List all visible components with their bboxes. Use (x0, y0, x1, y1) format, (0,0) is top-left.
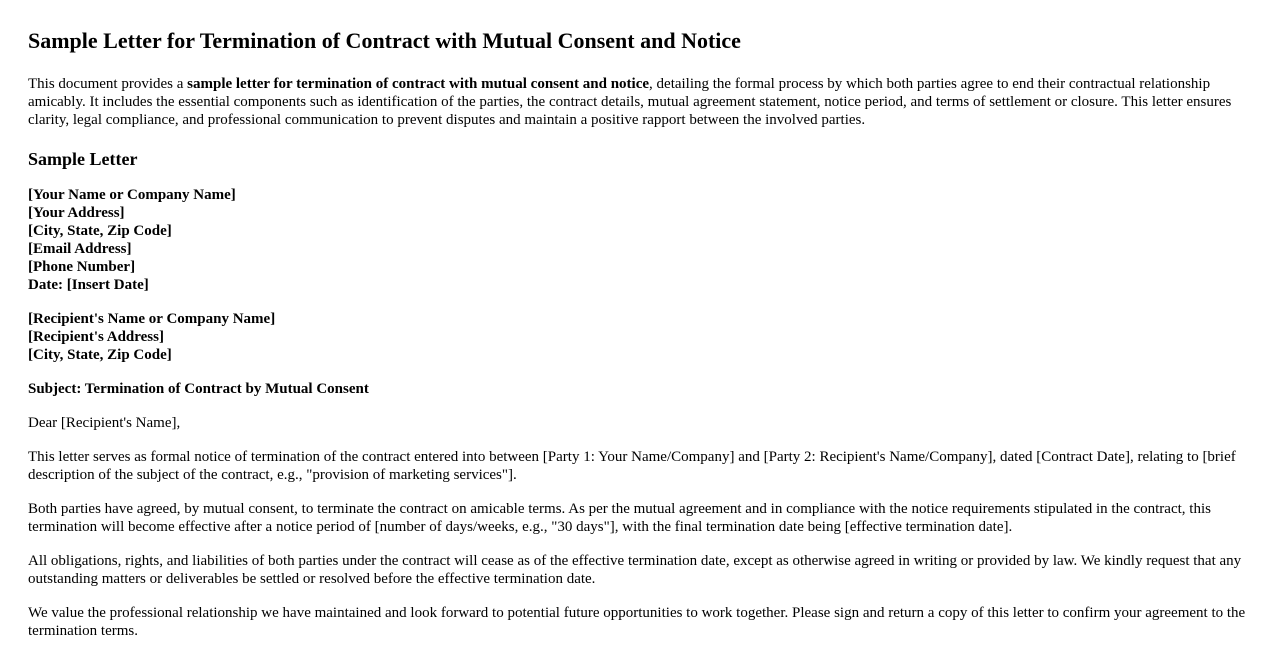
sender-email: [Email Address] (28, 241, 132, 257)
letter-subject: Subject: Termination of Contract by Mutual Consent (28, 381, 369, 397)
sender-address: [Your Address] (28, 205, 125, 221)
letter-paragraph-notice: This letter serves as formal notice of termination of the contract entered into between [Party 1: Your Name/Company] and [Party 2: Recipient's Name/Company], dated [Contract Date], relating to [brief description of the subject of the contract, e.g., "provision of marketing services"]. (28, 449, 1236, 483)
page-title: Sample Letter for Termination of Contract with Mutual Consent and Notice (28, 28, 741, 53)
intro-text-start: This document provides a (28, 76, 188, 92)
letter-date: Date: [Insert Date] (28, 277, 149, 293)
intro-text-end: , detailing the formal process by which both parties agree to end their contractual relationship amicably. It includes the essential components such as identification of the parties, the contract details, mutual agreement statement, notice period, and terms of settlement or closure. This letter ensures clarity, legal compliance, and professional communication to prevent disputes and maintain a positive rapport between the involved parties. (28, 76, 1232, 128)
intro-paragraph (28, 75, 1250, 129)
recipient-block (28, 310, 1250, 364)
recipient-city-state-zip: [City, State, Zip Code] (28, 347, 172, 363)
sender-name: [Your Name or Company Name] (28, 187, 236, 203)
sender-phone: [Phone Number] (28, 259, 136, 275)
letter-salutation: Dear [Recipient's Name], (28, 415, 181, 431)
intro-text-bold: sample letter for termination of contract with mutual consent and notice (187, 76, 650, 92)
letter-paragraph-closing: We value the professional relationship we have maintained and look forward to potential future opportunities to work together. Please sign and return a copy of this letter to confirm your agreement to the termination terms. (28, 605, 1246, 639)
letter-paragraph-obligations: All obligations, rights, and liabilities of both parties under the contract will cease as of the effective termination date, except as otherwise agreed in writing or provided by law. We kindly request that any outstanding matters or deliverables be settled or resolved before the effective termination date. (28, 553, 1242, 587)
letter-paragraph-mutual-consent: Both parties have agreed, by mutual consent, to terminate the contract on amicable terms. As per the mutual agreement and in compliance with the notice requirements stipulated in the contract, this termination will become effective after a notice period of [number of days/weeks, e.g., "30 days"], with the final termination date being [effective termination date]. (28, 501, 1211, 535)
section-heading: Sample Letter (28, 149, 138, 169)
sender-block (28, 186, 1250, 294)
sender-city-state-zip: [City, State, Zip Code] (28, 223, 172, 239)
recipient-name: [Recipient's Name or Company Name] (28, 311, 276, 327)
recipient-address: [Recipient's Address] (28, 329, 164, 345)
